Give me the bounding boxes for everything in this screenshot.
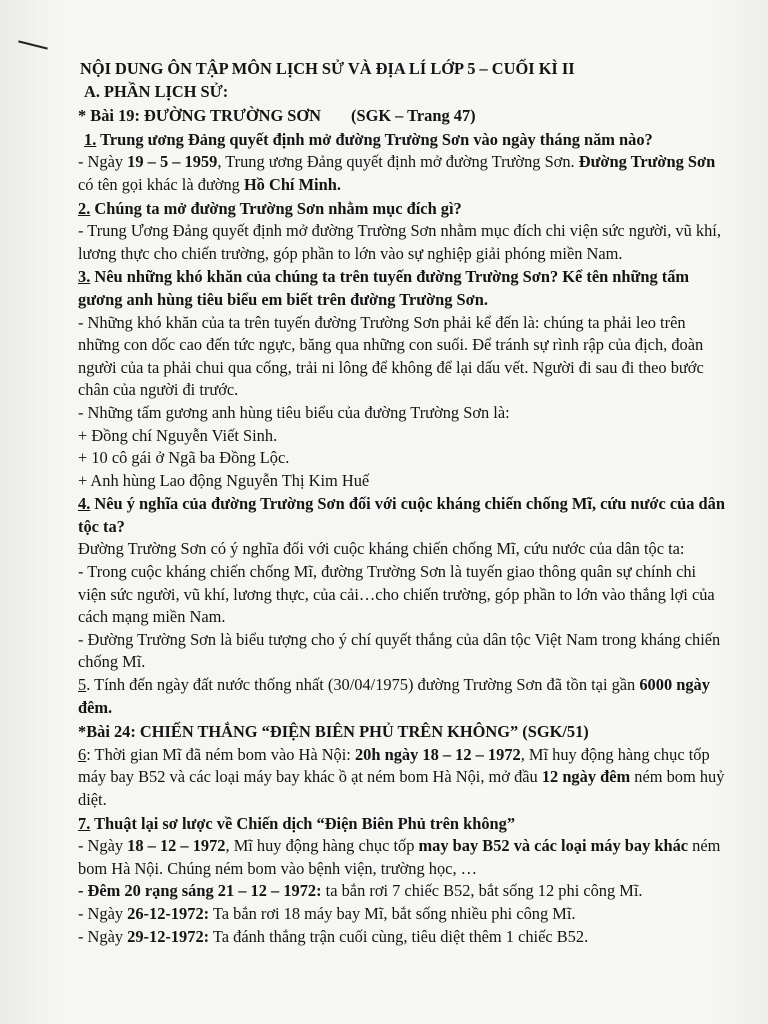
answer-7-line-3-text: Ta bắn rơi 18 máy bay Mĩ, bắt sống nhiều phi công Mĩ.	[209, 903, 576, 923]
answer-4-intro: Đường Trường Sơn có ý nghĩa đối với cuộc kháng chiến chống Mĩ, cứu nước của dân tộc ta:	[78, 539, 685, 559]
answer-7-line-4-prefix: - Ngày	[78, 926, 128, 946]
question-2-text: Chúng ta mở đường Trường Sơn nhằm mục đích gì?	[90, 198, 462, 218]
question-1-number: 1.	[84, 129, 97, 149]
lesson-19-ref: (SGK – Trang 47)	[351, 106, 476, 126]
answer-3-difficulties: - Những khó khăn của ta trên tuyến đường Trường Sơn phải kể đến là: chúng ta phải leo trên những con dốc cao đến tức ngực, băng qua những con suối. Để tránh sự rình rập của địch, đoàn người của ta phải chui qua cống, trải ni lông để không để lại dấu vết. Người đi sau đi theo bước chân của người đi trước.	[78, 312, 704, 400]
question-3-text: Nêu những khó khăn của chúng ta trên tuyến đường Trường Sơn? Kể tên những tấm gương anh hùng tiêu biểu em biết trên đường Trường Sơn.	[78, 267, 690, 309]
question-6-number: 6	[78, 744, 87, 764]
question-2	[78, 198, 728, 221]
document-title: NỘI DUNG ÔN TẬP MÔN LỊCH SỬ VÀ ĐỊA LÍ LỚP 5 – CUỐI KÌ II	[80, 59, 575, 78]
answer-7-line-4-bold: 29-12-1972:	[127, 926, 210, 946]
question-6	[78, 744, 728, 812]
document-body	[78, 58, 728, 948]
answer-7-date: 18 – 12 – 1972	[127, 836, 226, 856]
question-6-text-2: , Mĩ huy động hàng chục tốp máy bay B52 và các loại máy bay khác ồ ạt ném bom Hà Nội, mở đầu	[78, 744, 710, 787]
question-1	[78, 129, 728, 152]
question-7-number: 7.	[78, 813, 91, 833]
answer-7-line-3-prefix: - Ngày	[78, 903, 128, 923]
answer-7-text: , Mĩ huy động hàng chục tốp	[225, 836, 419, 856]
answer-7-line-4-text: Ta đánh thắng trận cuối cùng, tiêu diệt thêm 1 chiếc B52.	[209, 926, 589, 946]
answer-7-prefix: - Ngày	[78, 836, 128, 856]
question-4-number: 4.	[78, 494, 91, 514]
answer-7-line-3	[78, 903, 728, 926]
answer-1	[78, 151, 728, 196]
question-4-text: Nêu ý nghĩa của đường Trường Sơn đối với cuộc kháng chiến chống Mĩ, cứu nước của dân tộc ta?	[78, 494, 725, 536]
pen-mark	[18, 40, 48, 49]
answer-1-text-2: có tên gọi khác là đường	[78, 174, 244, 194]
answer-7-bold: may bay B52 và các loại máy bay khác	[418, 836, 689, 856]
question-7-text: Thuật lại sơ lược về Chiến dịch “Điện Biên Phủ trên không”	[90, 813, 516, 833]
question-3	[78, 266, 728, 311]
question-5	[78, 674, 728, 719]
question-6-bold: 20h ngày 18 – 12 – 1972	[354, 744, 521, 764]
answer-1-prefix: - Ngày	[78, 152, 128, 172]
answer-1-date: 19 – 5 – 1959	[127, 152, 218, 172]
lesson-24-heading: *Bài 24: CHIẾN THẮNG “ĐIỆN BIÊN PHỦ TRÊN KHÔNG” (SGK/51)	[78, 722, 589, 742]
question-7	[78, 813, 728, 836]
answer-3-heroes-intro: - Những tấm gương anh hùng tiêu biểu của đường Trường Sơn là:	[78, 402, 510, 422]
answer-1-text: , Trung ương Đảng quyết định mở đường Trường Sơn.	[217, 152, 579, 172]
answer-7-line-2-text: ta bắn rơi 7 chiếc B52, bắt sống 12 phi công Mĩ.	[321, 881, 643, 901]
answer-4-point-2: - Đường Trường Sơn là biểu tượng cho ý chí quyết thắng của dân tộc Việt Nam trong kháng chiến chống Mĩ.	[78, 629, 721, 672]
question-6-end: ném bom huỷ diệt.	[78, 767, 725, 809]
hero-item: + Đồng chí Nguyễn Viết Sinh.	[78, 425, 278, 445]
question-1-text: Trung ương Đảng quyết định mở đường Trường Sơn vào ngày tháng năm nào?	[100, 129, 653, 149]
question-6-bold-2: 12 ngày đêm	[541, 767, 631, 787]
answer-7-line-1	[78, 835, 728, 880]
question-6-text: : Thời gian Mĩ đã ném bom vào Hà Nội:	[86, 744, 355, 764]
question-2-number: 2.	[78, 198, 91, 218]
answer-1-bold-2: Hồ Chí Minh.	[243, 174, 341, 194]
question-5-text: . Tính đến ngày đất nước thống nhất (30/04/1975) đường Trường Sơn đã tồn tại gần	[86, 675, 640, 695]
answer-7-line-2	[78, 880, 728, 903]
section-heading: A. PHẦN LỊCH SỬ:	[84, 81, 229, 101]
question-5-bold: 6000 ngày đêm.	[78, 675, 710, 717]
answer-7-end: ném bom Hà Nội. Chúng ném bom vào bệnh viện, trường học, …	[78, 836, 721, 878]
lesson-19-label: * Bài 19: ĐƯỜNG TRƯỜNG SƠN	[78, 106, 321, 126]
hero-item: + Anh hùng Lao động Nguyễn Thị Kim Huế	[78, 470, 370, 490]
question-3-number: 3.	[78, 267, 91, 287]
question-5-number: 5	[78, 675, 87, 695]
answer-7-line-2-bold: - Đêm 20 rạng sáng 21 – 12 – 1972:	[78, 881, 322, 901]
lesson-19-heading	[78, 105, 728, 128]
question-4	[78, 493, 728, 538]
hero-item: + 10 cô gái ở Ngã ba Đồng Lộc.	[78, 448, 290, 468]
answer-4-point-1: - Trong cuộc kháng chiến chống Mĩ, đường Trường Sơn là tuyến giao thông quân sự chính chi viện sức người, vũ khí, lương thực, của cải…cho chiến trường, góp phần to lớn vào thắng lợi của cách mạng miền Nam.	[78, 562, 715, 627]
answer-7-line-4	[78, 926, 728, 949]
answer-2: - Trung Ương Đảng quyết định mở đường Trường Sơn nhằm mục đích chi viện sức người, vũ khí, lương thực cho chiến trường, góp phần to lớn vào sự nghiệp giải phóng miền Nam.	[78, 221, 721, 263]
answer-1-bold: Đường Trường Sơn	[578, 152, 716, 172]
answer-7-line-3-bold: 26-12-1972:	[127, 903, 210, 923]
